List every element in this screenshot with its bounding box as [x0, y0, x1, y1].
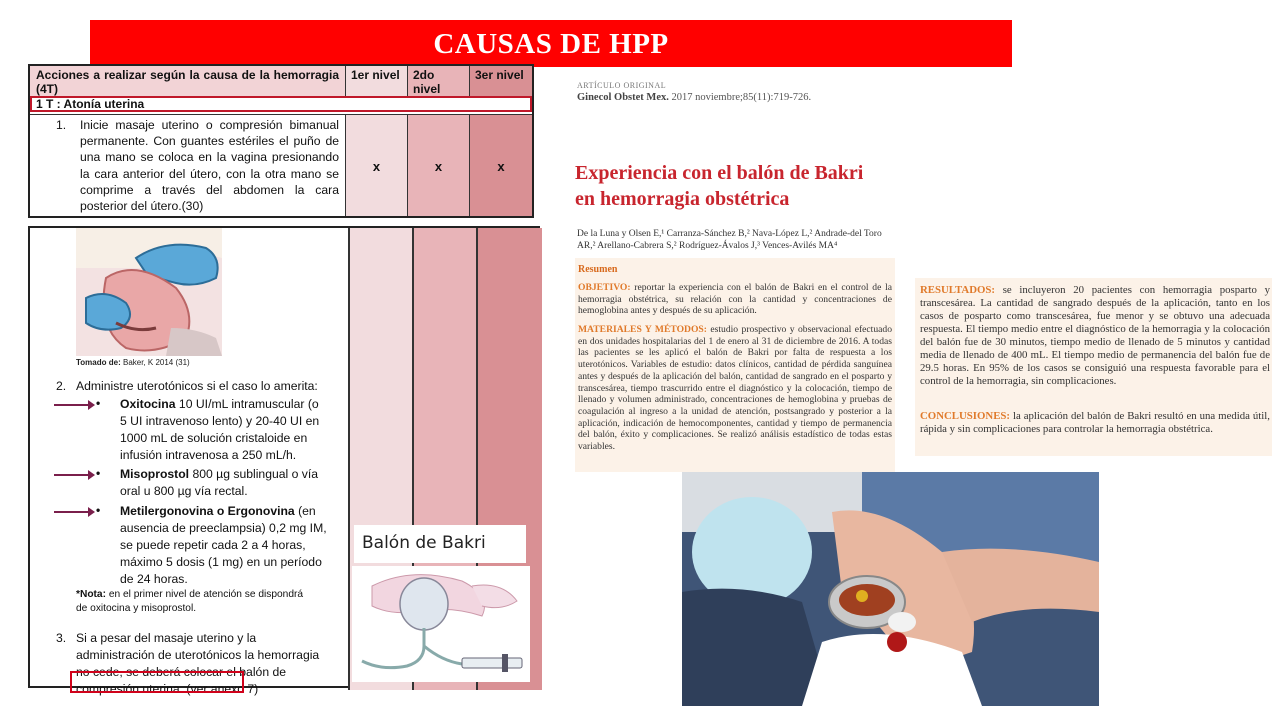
item1-text: Inicie masaje uterino o compresión bimanual permanente. Con guantes estériles el puño de una mano se coloca en la vagina presionando la cara anterior del útero, con la otra mano se comprime a través del abdomen la cara posterior del útero.(30) — [80, 118, 339, 214]
metilergonovina-line-1: (en — [294, 504, 316, 518]
arrow-misoprostol-icon — [54, 474, 90, 476]
article-type: ARTÍCULO ORIGINAL — [577, 81, 667, 90]
item3-line-3: no cede, se deberá colocar el balón de — [76, 665, 287, 679]
resultados-label: RESULTADOS: — [920, 284, 996, 296]
mark-level-3: x — [497, 159, 505, 174]
level-header-1: 1er nivel — [346, 66, 408, 96]
bullet-icon: • — [96, 466, 101, 480]
item3-line-4: compresión uterina. (ver anexo 7) — [76, 682, 259, 696]
item2-number: 2. — [56, 379, 67, 393]
resultados-text: se incluyeron 20 pacientes con hemorragia posparto y transcesárea. La cantidad de sangrado después de la aplicación, tanto en los casos de posparto como transcesárea, fue menor y se obtuvo una adecuada respuesta. El tiempo medio entre el diagnóstico de la hemorragia y la colocación del balón fue de 30 minutos, tiempo medio de llenado de 5 minutos y cantidad media de llenado de 400 mL. El tiempo medio de permanencia del balón fue de 29.5 horas. En 95% de los casos se consiguió una respuesta favorable para el control de la hemorragia, sin complicaciones. — [920, 284, 1270, 387]
item1-text-cell — [30, 114, 346, 216]
mark-level-2: x — [434, 159, 443, 174]
misoprostol-name: Misoprostol — [120, 467, 190, 481]
objetivo-text: reportar la experiencia con el balón de Bakri en el control de la hemorragia obstétrica, su relación con la cantidad y concentraciones de hemoglobina antes y después de su aplicación. — [578, 282, 892, 317]
abstract-objetivo — [578, 282, 892, 317]
item3-line-1: Si a pesar del masaje uterino y la — [76, 631, 257, 645]
metilergonovina-line-2: ausencia de preeclampsia) 0,2 mg IM, — [120, 521, 327, 535]
level-cell-1 — [346, 114, 408, 216]
misoprostol-line-1: 800 µg sublingual o vía — [189, 467, 319, 481]
highlight-box-compresion — [70, 671, 244, 693]
source-text: Baker, K 2014 (31) — [122, 358, 190, 367]
slide-title: CAUSAS DE HPP — [433, 28, 669, 60]
nota-label: *Nota: — [76, 589, 106, 600]
abstract-conclusiones — [920, 410, 1270, 436]
level-cell-3 — [470, 114, 532, 216]
row-atonia-title: 1 T : Atonía uterina — [30, 96, 532, 112]
item1-number: 1. — [56, 118, 67, 132]
item3-line-2: administración de uterotónicos la hemorragia — [76, 648, 320, 662]
item3-number: 3. — [56, 631, 67, 645]
conclusiones-label: CONCLUSIONES: — [920, 410, 1010, 422]
bullet-misoprostol — [120, 466, 344, 500]
illustration-source — [76, 358, 190, 367]
metilergonovina-line-3: se puede repetir cada 2 a 4 horas, — [120, 538, 306, 552]
nota — [76, 588, 348, 616]
oxitocina-line-2: 5 UI intravenoso lento) y 20-40 UI en — [120, 414, 320, 428]
conclusiones-text: la aplicación del balón de Bakri resultó en una medida útil, rápida y sin complicaciones para controlar la hemorragia obstétrica. — [920, 410, 1270, 435]
title-banner — [90, 20, 1012, 67]
oxitocina-name: Oxitocina — [120, 397, 176, 411]
bakri-balloon-illustration — [352, 566, 530, 682]
bullet-icon: • — [96, 503, 101, 517]
article-title — [575, 160, 863, 212]
bullet-icon: • — [96, 396, 101, 410]
metodos-text: estudio prospectivo y observacional efectuado en dos unidades hospitalarias del 1 de enero al 31 de diciembre de 2016. A todas las pacientes se les aplicó el balón de Bakri por falta de respuesta a los uterotónicos. Variables de estudio: datos clínicos, cantidad de pérdida sanguínea antes y después de la aplicación del balón, cantidad de sangrado en el posparto y transcesárea, tiempo trascurrido entre el diagnóstico y la colocación, tiempo de llenado y volumen administrado, concentraciones de hemoglobina y pruebas de coagulación al ingreso a la unidad de atención, postsangrado y posterior a la aplicación, indicación de hemocomponentes, cantidad y tiempo de permanencia del balón, éxito y complicaciones. Se realizó análisis estadístico de todas estas variables. — [578, 324, 892, 453]
metilergonovina-line-5: de 24 horas. — [120, 572, 188, 586]
metilergonovina-name: Metilergonovina o Ergonovina — [120, 504, 295, 518]
objetivo-label: OBJETIVO: — [578, 282, 631, 293]
article-title-line-2: en hemorragia obstétrica — [575, 188, 790, 210]
arrow-oxitocina-icon — [54, 404, 90, 406]
procedure-photo — [682, 472, 1099, 706]
oxitocina-line-1: 10 UI/mL intramuscular (o — [175, 397, 319, 411]
article-title-line-1: Experiencia con el balón de Bakri — [575, 162, 864, 184]
bullet-metilergonovina — [120, 503, 344, 588]
oxitocina-line-4: infusión intravenosa a 250 mL/h. — [120, 448, 297, 462]
nota-line-2: de oxitocina y misoprostol. — [76, 603, 197, 614]
journal-ref: 2017 noviembre;85(11):719-726. — [668, 92, 812, 103]
abstract-heading: Resumen — [578, 264, 618, 275]
abstract-metodos — [578, 324, 892, 468]
item2-text: Administre uterotónicos si el caso lo amerita: — [76, 379, 318, 393]
bimanual-compression-illustration — [76, 228, 222, 356]
article-authors: De la Luna y Olsen E,¹ Carranza-Sánchez B,² Nava-López L,² Andrade-del Toro AR,² Arellano-Cabrera S,² Rodríguez-Ávalos J,³ Vences-Avilés MA⁴ — [577, 229, 882, 251]
table-header-actions: Acciones a realizar según la causa de la hemorragia (4T) — [30, 66, 346, 96]
abstract-resultados — [920, 284, 1270, 388]
oxitocina-line-3: 1000 mL de solución cristaloide en — [120, 431, 308, 445]
metilergonovina-line-4: máximo 5 dosis (1 mg) en un período — [120, 555, 322, 569]
level-header-2: 2do nivel — [408, 66, 470, 96]
metodos-label: MATERIALES Y MÉTODOS: — [578, 324, 707, 335]
atonia-table — [28, 64, 534, 218]
mark-level-1: x — [372, 159, 381, 174]
arrow-metilergonovina-icon — [54, 511, 90, 513]
level-header-3: 3er nivel — [470, 66, 532, 96]
article-journal — [577, 92, 811, 103]
nota-line-1: en el primer nivel de atención se dispondrá — [106, 589, 304, 600]
misoprostol-line-2: oral u 800 µg vía rectal. — [120, 484, 248, 498]
bakri-label: Balón de Bakri — [354, 525, 526, 563]
bullet-oxitocina — [120, 396, 344, 464]
journal-name: Ginecol Obstet Mex. — [577, 92, 669, 103]
level-cell-2 — [408, 114, 470, 216]
source-label: Tomado de: — [76, 358, 121, 367]
